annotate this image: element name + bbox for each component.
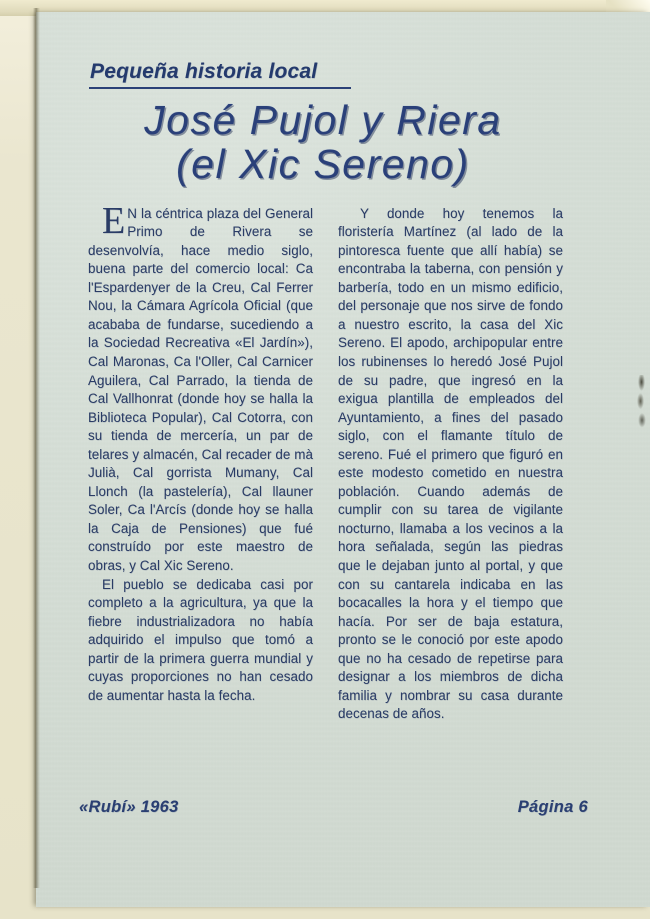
page-footer [79, 798, 588, 817]
binding-gutter-shadow [33, 8, 40, 888]
left-paragraph-2: El pueblo se dedicaba casi por completo a la agricultura, ya que la fiebre industrializadora no había adquirido el impulso que tomó a partir de la primera guerra mundial y cuyas proporciones no han cesado de aumentar hasta la fecha. [88, 576, 313, 703]
article-column-right [338, 205, 563, 724]
right-paragraph-1: Y donde hoy tenemos la floristería Martínez (al lado de la pintoresca fuente que allí había) se encontraba la taberna, con pensión y barbería, todo en un mismo edificio, del personaje que nos sirve de fondo a nuestro escrito, la casa del Xic Sereno. El apodo, archipopular entre los rubinenses lo heredó José Pujol de su padre, que ingresó en la exigua plantilla de empleados del Ayuntamiento, a fines del pasado siglo, con el flamante título de sereno. Fué el primero que figuró en este modesto cometido en nuestra población. Cuando además de cumplir con su tarea de vigilante nocturno, llamaba a los vecinos a la hora señalada, según las piedras que le dejaban junto al portal, y que con su cantarela indicaba en las bocacalles la hora y el tiempo que hacía. Por ser de baja estatura, pronto se le conoció por este apodo que no ha cesado de repetirse para designar a los miembros de dicha familia y nombrar su casa durante decenas de años. [338, 205, 563, 722]
kicker-underline-rule [89, 87, 351, 89]
left-paragraph-1-text: N la céntrica plaza del General Primo de Rivera se desenvolvía, hace medio siglo, buena parte del comercio local: Ca l'Espardenyer de la Creu, Cal Ferrer Nou, la Cámara Agrícola Oficial (que acababa de fundarse, sucediendo a la Sociedad Recreativa «El Jardín»), Cal Maronas, Ca l'Oller, Cal Carnicer Aguilera, Cal Parrado, la tienda de Cal Vallhonrat (donde hoy se halla la Biblioteca Popular), Cal Cotorra, con su tienda de mercería, un par de telares y almacén, Cal recader de mà Julià, Cal gorrista Mumany, Cal Llonch (la pastelería), Cal llauner Soler, Ca l'Arcís (donde hoy se halla la Caja de Pensiones) que fué construído por este maestro de obras, y Cal Xic Sereno. [88, 205, 313, 574]
article-column-left [88, 199, 313, 724]
footer-publication: «Rubí» 1963 [79, 798, 179, 816]
left-paragraph-1 [88, 199, 313, 576]
article-columns [88, 199, 580, 724]
footer-page-number: Página 6 [517, 798, 588, 816]
article-kicker: Pequeña historia local [90, 60, 318, 83]
article-title-line-2: (el Xic Sereno) [176, 140, 470, 187]
article-title [88, 97, 580, 187]
drop-cap: E [102, 199, 126, 242]
ink-bleed-artifact [636, 375, 646, 433]
article-content [88, 60, 580, 724]
article-title-line-1: José Pujol y Riera [144, 97, 502, 143]
